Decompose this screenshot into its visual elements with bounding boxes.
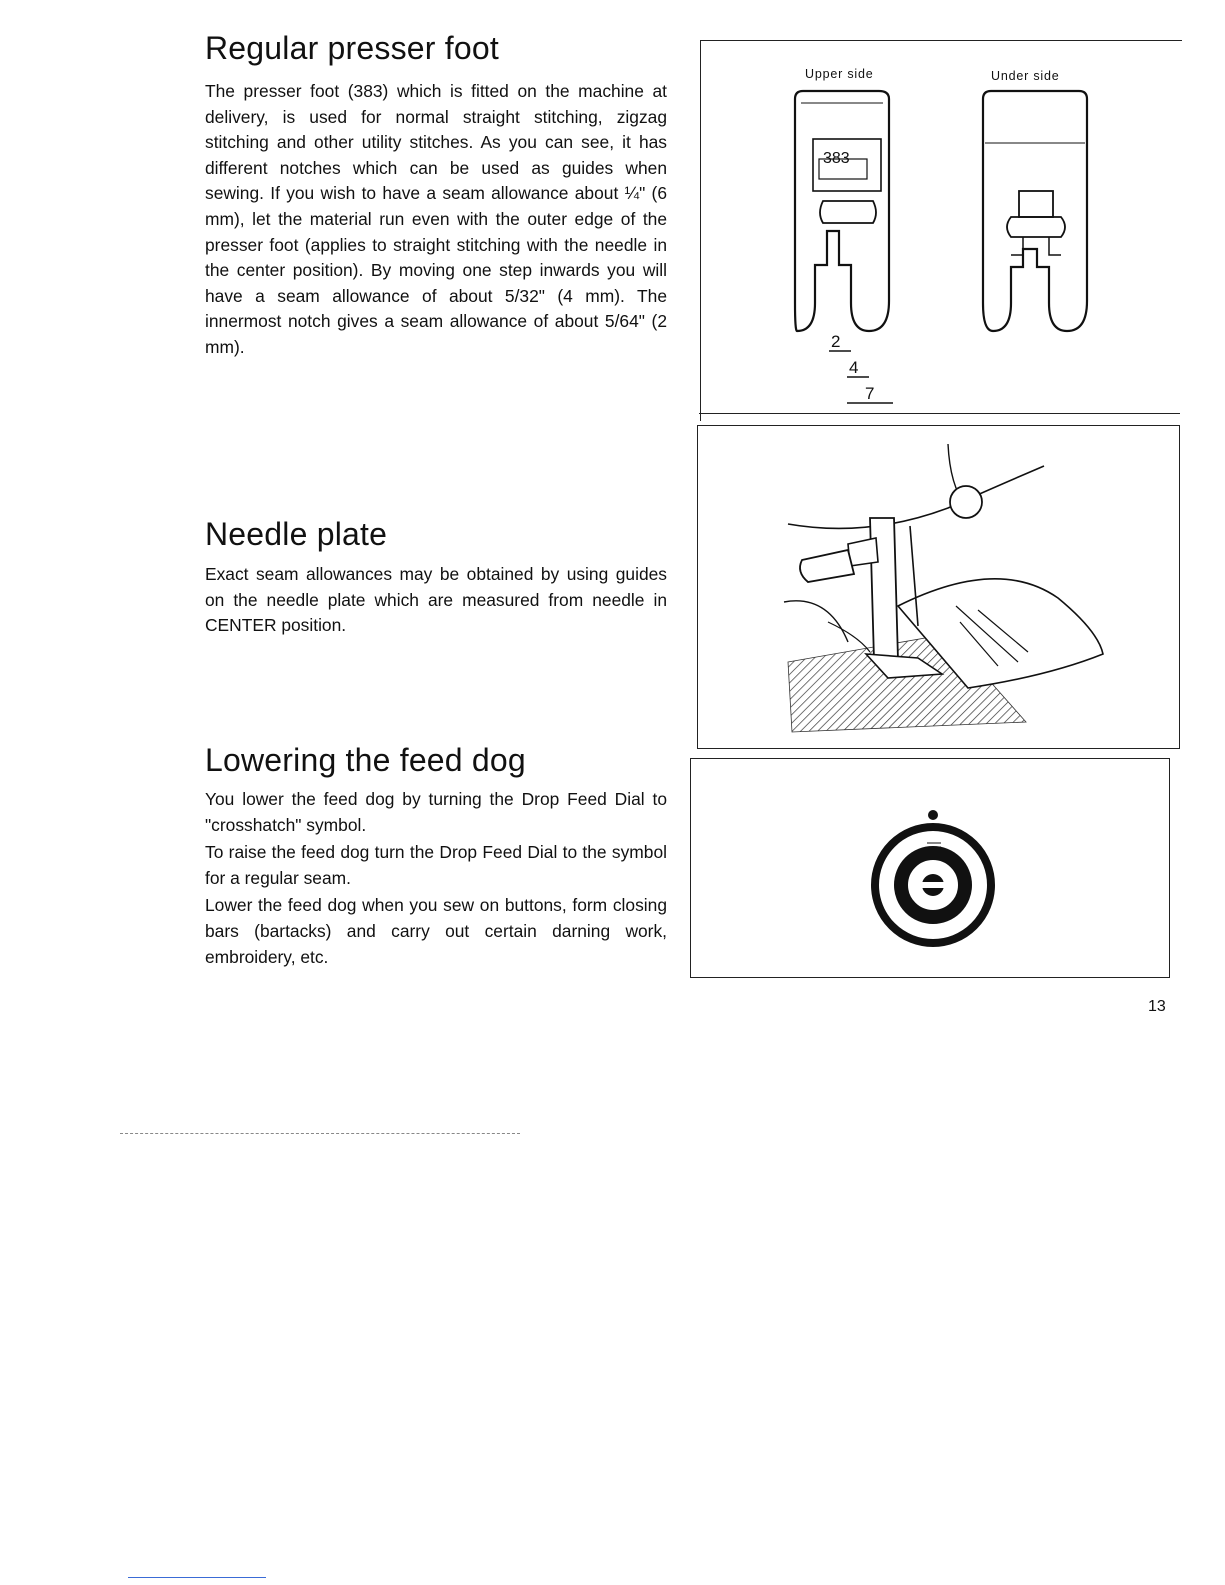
section-title: Regular presser foot — [205, 30, 499, 66]
section-paragraph: To raise the feed dog turn the Drop Feed Dial to the symbol for a regular seam. — [205, 842, 667, 888]
section-title: Needle plate — [205, 516, 388, 552]
needle-plate-illustration — [698, 426, 1179, 748]
notch-mark-2: 2 — [831, 332, 841, 351]
notch-marks — [829, 332, 893, 403]
section-needle-plate — [205, 516, 667, 639]
presser-foot-under-drawing — [983, 91, 1087, 331]
drop-feed-dial-drawing — [691, 759, 1169, 977]
section-paragraph: Exact seam allowances may be obtained by using guides on the needle plate which are measured from needle in CENTER position. — [205, 564, 667, 636]
section-paragraph: You lower the feed dog by turning the Drop Feed Dial to "crosshatch" symbol. — [205, 789, 667, 835]
figure-needle-plate — [697, 425, 1180, 749]
notch-mark-7: 7 — [865, 384, 875, 403]
presser-foot-drawings — [701, 41, 1182, 421]
figure-drop-feed-dial — [690, 758, 1170, 978]
section-paragraph: Lower the feed dog when you sew on buttons, form closing bars (bartacks) and carry out certain darning work, embroidery, etc. — [205, 895, 667, 967]
presser-foot-upper-drawing — [795, 91, 889, 331]
scan-artifact-line — [120, 1133, 520, 1134]
section-title: Lowering the feed dog — [205, 742, 526, 778]
section-lowering-feed-dog — [205, 742, 667, 970]
page-number: 13 — [1148, 998, 1166, 1015]
section-paragraph: The presser foot (383) which is fitted on the machine at delivery, is used for normal straight stitching, zigzag stitching and other utility stitches. As you can see, it has different notches which can be used as guides when sewing. If you wish to have a seam allowance about ¼" (6 mm), let the material run even with the outer edge of the presser foot (applies to straight stitching with the needle in the center position). By moving one step inwards you will have a seam allowance of about 5/32" (4 mm). The innermost notch gives a seam allowance of about 5/64" (2 mm). — [205, 81, 667, 357]
figure-divider — [699, 413, 1180, 414]
figure-presser-foot — [700, 40, 1182, 421]
notch-mark-4: 4 — [849, 358, 859, 377]
upper-side-label: Upper side — [805, 67, 874, 81]
foot-number-label: 383 — [823, 150, 850, 167]
under-side-label: Under side — [991, 69, 1060, 83]
section-regular-presser-foot — [205, 30, 667, 361]
scan-artifact-line — [128, 1577, 266, 1578]
